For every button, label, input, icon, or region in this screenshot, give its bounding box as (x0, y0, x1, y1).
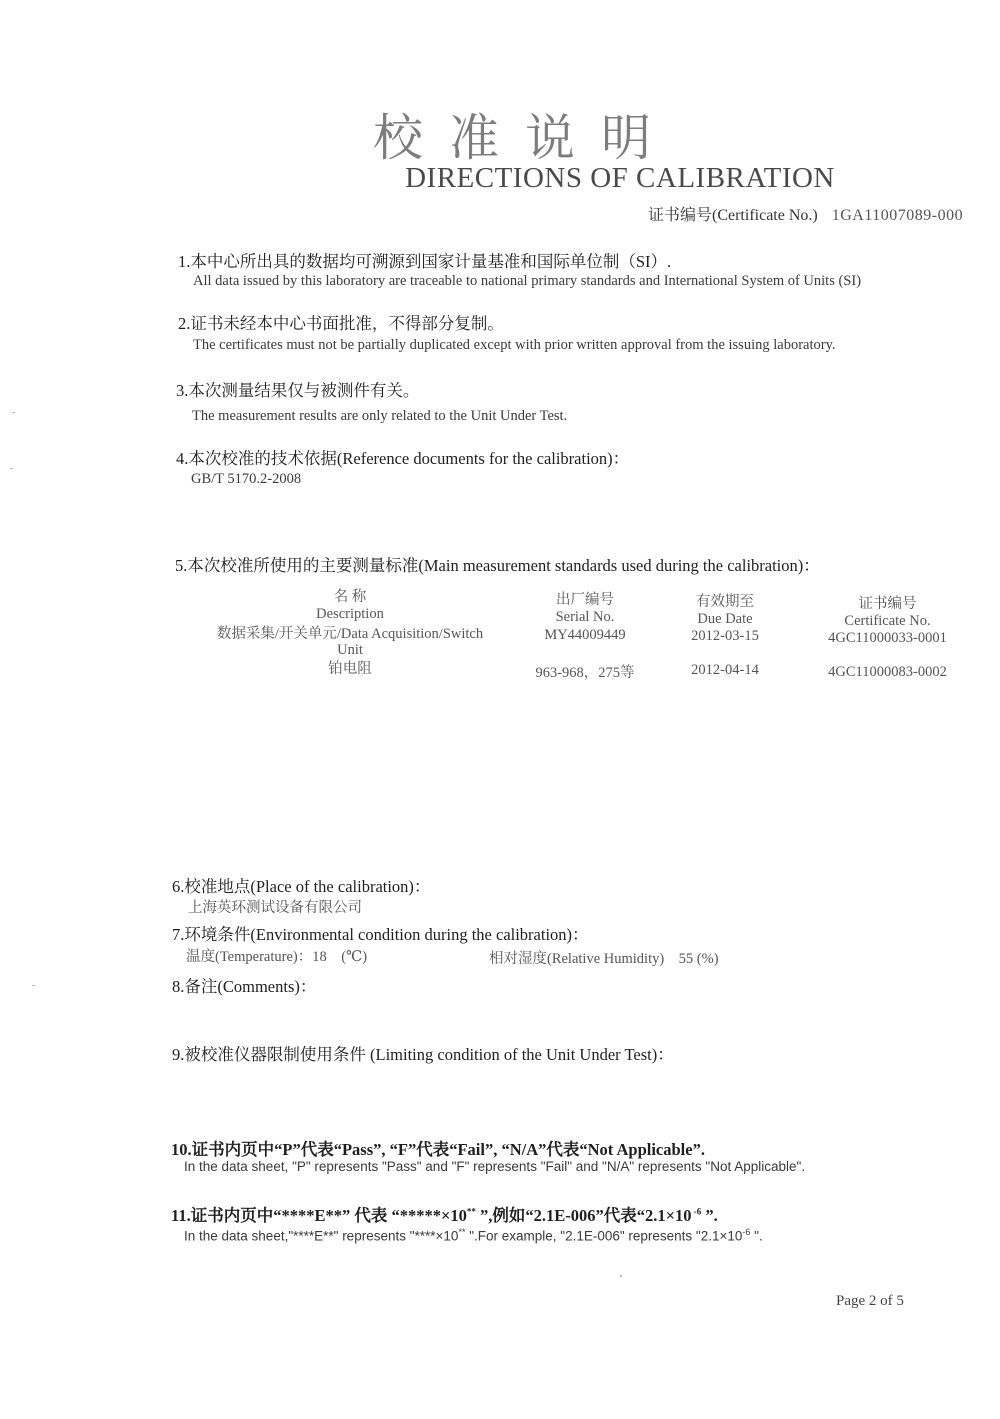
section-7-heading: 7.环境条件(Environmental condition during the calibration)： (172, 925, 589, 944)
section-11-body (184, 1227, 763, 1244)
section-11-heading (171, 1202, 718, 1226)
section-9-heading: 9.被校准仪器限制使用条件 (Limiting condition of the Unit Under Test)： (172, 1045, 674, 1064)
row-2-serial: 963-968，275等 (535, 665, 635, 681)
table-row (185, 626, 515, 658)
section-2-heading: 2.证书未经本中心书面批准，不得部分复制。 (178, 314, 504, 333)
certificate-number (648, 202, 963, 225)
section-6-body: 上海英环测试设备有限公司 (188, 900, 362, 916)
table-header-certificate (800, 596, 975, 630)
section-7-temperature: 温度(Temperature)：18 (℃) (186, 949, 368, 965)
section-2-body: The certificates must not be partially duplicated except with prior written approval from the issuing laboratory. (193, 337, 836, 353)
table-header-cert-cn: 证书编号 (858, 596, 917, 612)
row-1-description: 数据采集/开关单元/Data Acquisition/Switch (216, 626, 484, 642)
section-11-body-text-a: In the data sheet,"****E**" represents "****×10 (184, 1228, 459, 1244)
section-11-body-superscript-a: ** (458, 1227, 466, 1237)
page-number: Page 2 of 5 (836, 1293, 904, 1309)
section-11-body-superscript-b: -6 (742, 1227, 751, 1237)
row-1-due-date: 2012-03-15 (691, 628, 759, 644)
section-11-heading-text-b: ”,例如“2.1E-006”代表“2.1×10 (475, 1206, 692, 1225)
title-chinese: 校准说明 (373, 109, 677, 167)
section-5-heading: 5.本次校准所使用的主要测量标准(Main measurement standards used during the calibration)： (175, 556, 820, 575)
scan-speck (12, 412, 15, 413)
section-10-heading: 10.证书内页中“P”代表“Pass”, “F”代表“Fail”, “N/A”代表“Not Applicable”. (171, 1140, 705, 1159)
table-header-due-cn: 有效期至 (696, 594, 754, 610)
certificate-value: 1GA11007089-000 (831, 207, 964, 224)
table-header-description (250, 589, 450, 623)
row-1-certificate: 4GC11000033-0001 (828, 630, 947, 646)
row-2-certificate: 4GC11000083-0002 (828, 664, 947, 680)
section-3-heading: 3.本次测量结果仅与被测件有关。 (176, 381, 420, 400)
section-11-body-text-c: ". (750, 1228, 763, 1244)
table-header-cert-en: Certificate No. (844, 613, 931, 629)
section-4-heading: 4.本次校准的技术依据(Reference documents for the calibration)： (176, 449, 630, 468)
table-header-due-en: Due Date (697, 611, 753, 627)
table-header-serial-en: Serial No. (555, 609, 615, 625)
table-header-due-date (665, 594, 785, 628)
section-11-heading-superscript-b: -6 (691, 1206, 702, 1217)
scan-speck (10, 468, 13, 469)
section-11-body-text-b: ".For example, "2.1E-006" represents "2.1×10 (465, 1228, 743, 1244)
section-4-body: GB/T 5170.2-2008 (191, 471, 302, 487)
section-10-body: In the data sheet, "P" represents "Pass" and "F" represents "Fail" and "N/A" represents "Not Applicable". (184, 1159, 806, 1174)
title-english: DIRECTIONS OF CALIBRATION (405, 162, 835, 194)
row-1-serial: MY44009449 (544, 627, 626, 643)
section-8-heading: 8.备注(Comments)： (172, 977, 317, 996)
table-header-serial-cn: 出厂编号 (556, 592, 614, 608)
section-6-heading: 6.校准地点(Place of the calibration)： (172, 877, 431, 896)
row-2-due-date: 2012-04-14 (691, 662, 759, 678)
section-11-heading-text-c: ”. (701, 1206, 718, 1225)
section-11-heading-superscript-a: ** (466, 1206, 476, 1217)
certificate-label: 证书编号(Certificate No.) (648, 207, 818, 224)
section-11-heading-text-a: 11.证书内页中“****E**” 代表 “*****×10 (171, 1206, 467, 1225)
row-1-description-cont: Unit (337, 642, 363, 658)
table-header-serial (520, 592, 650, 626)
table-header-description-cn: 名 称 (333, 589, 367, 605)
scan-speck (32, 985, 35, 986)
section-1-body: All data issued by this laboratory are traceable to national primary standards and International System of Units (SI) (193, 273, 862, 289)
section-3-body: The measurement results are only related to the Unit Under Test. (192, 408, 568, 424)
section-7-humidity: 相对湿度(Relative Humidity) 55 (%) (489, 951, 719, 967)
scan-speck (620, 1275, 622, 1277)
row-2-description: 铂电阻 (328, 661, 372, 677)
section-1-heading: 1.本中心所出具的数据均可溯源到国家计量基准和国际单位制（SI）. (178, 252, 672, 271)
table-header-description-en: Description (316, 606, 384, 622)
